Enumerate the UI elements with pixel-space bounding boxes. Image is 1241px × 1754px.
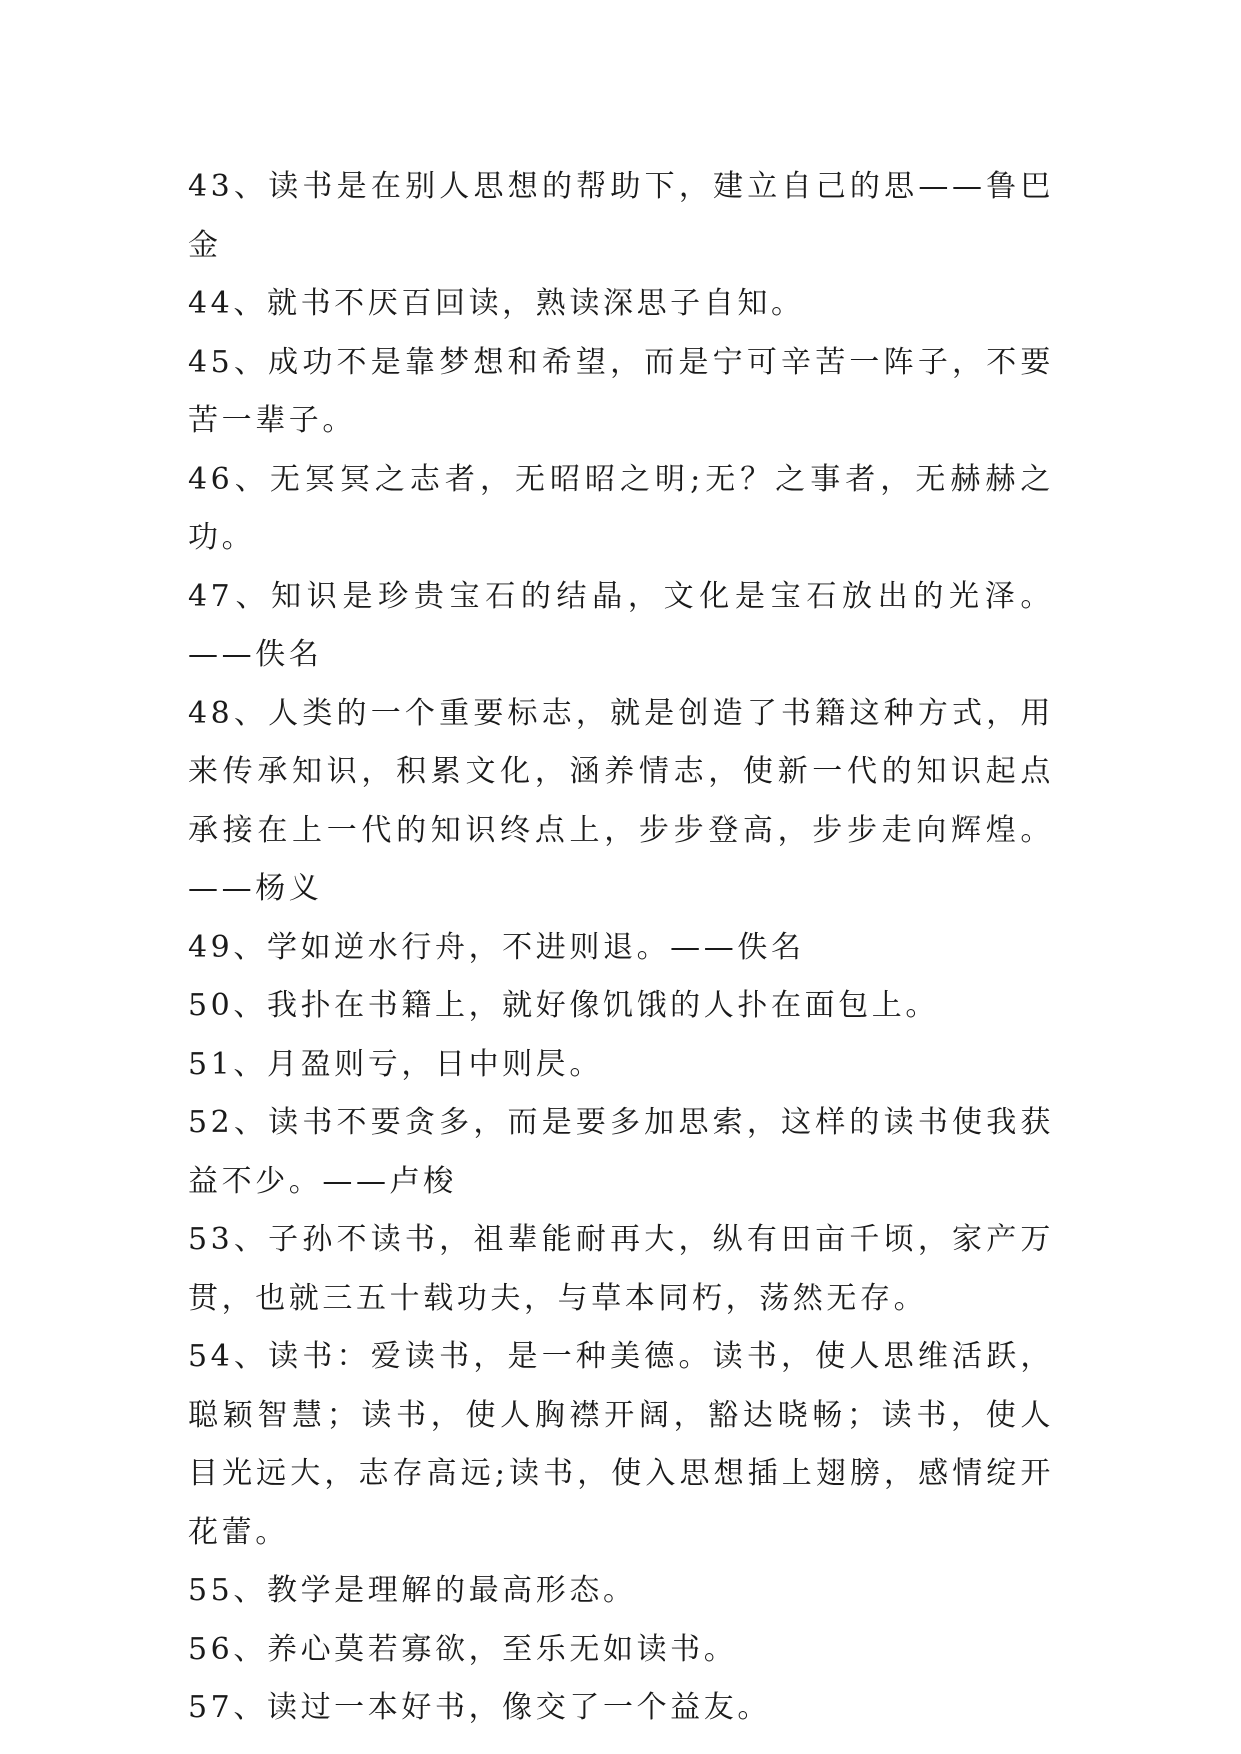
- quote-entry-46: 46、无冥冥之志者，无昭昭之明;无？之事者，无赫赫之功。: [188, 461, 1054, 555]
- quote-entry-44: 44、就书不厌百回读，熟读深思子自知。: [188, 286, 805, 321]
- quote-entry-47: 47、知识是珍贵宝石的结晶，文化是宝石放出的光泽。——佚名: [188, 578, 1054, 672]
- quote-entry-43: 43、读书是在别人思想的帮助下，建立自己的思——鲁巴金: [188, 169, 1054, 263]
- quote-entry-57: 57、读过一本好书，像交了一个益友。: [188, 1690, 771, 1725]
- quote-entry-48: 48、人类的一个重要标志，就是创造了书籍这种方式，用来传承知识，积累文化，涵养情志，使新一代的知识起点承接在上一代的知识终点上，步步登高，步步走向辉煌。——杨义: [188, 695, 1054, 906]
- quote-entry-45: 45、成功不是靠梦想和希望，而是宁可辛苦一阵子，不要苦一辈子。: [188, 344, 1054, 438]
- quote-entry-56: 56、养心莫若寡欲，至乐无如读书。: [188, 1631, 738, 1667]
- quote-entry-50: 50、我扑在书籍上，就好像饥饿的人扑在面包上。: [188, 988, 939, 1023]
- quote-entry-51: 51、月盈则亏，日中则昃。: [188, 1046, 603, 1082]
- quote-entry-52: 52、读书不要贪多，而是要多加思索，这样的读书使我获益不少。——卢梭: [188, 1105, 1054, 1199]
- quote-entry-54: 54、读书：爱读书，是一种美德。读书，使人思维活跃，聪颖智慧；读书，使人胸襟开阔，豁达晓畅；读书，使人目光远大，志存高远;读书，使入思想插上翅膀，感情绽开花蕾。: [188, 1339, 1054, 1550]
- quote-entry-49: 49、学如逆水行舟，不进则退。——佚名: [188, 929, 805, 965]
- quote-list: [188, 158, 1054, 1738]
- quote-entry-53: 53、子孙不读书，祖辈能耐再大，纵有田亩千顷，家产万贯，也就三五十载功夫，与草本同朽，荡然无存。: [188, 1222, 1054, 1316]
- quote-entry-55: 55、教学是理解的最高形态。: [188, 1573, 637, 1608]
